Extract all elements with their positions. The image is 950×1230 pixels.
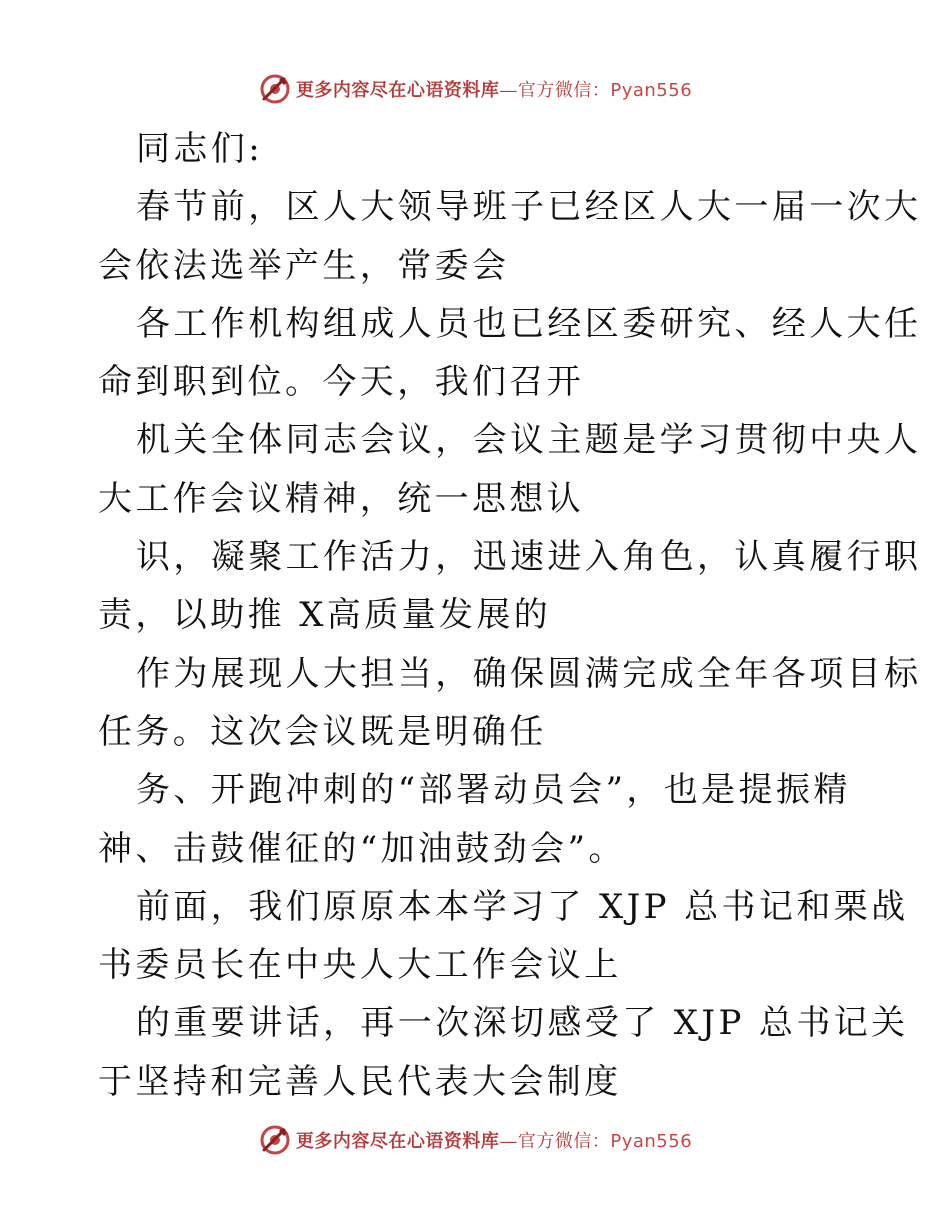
- text-line: 命到职到位。今天，我们召开: [98, 362, 585, 403]
- text-line: 机关全体同志会议，会议主题是学习贯彻中央人: [136, 420, 922, 461]
- text-line: 作为展现人大担当，确保圆满完成全年各项目标: [136, 653, 922, 694]
- text-line: 于坚持和完善人民代表大会制度: [98, 1061, 622, 1102]
- text-line: 书委员长在中央人大工作会议上: [98, 945, 622, 986]
- header-watermark: [0, 72, 950, 106]
- text-line: 春节前，区人大领导班子已经区人大一届一次大: [136, 187, 922, 228]
- watermark-dash: —: [499, 1131, 518, 1152]
- text-line: 前面，我们原原本本学习了 XJP 总书记和栗战: [136, 886, 909, 927]
- watermark-text: [296, 1127, 692, 1153]
- text-line: 神、击鼓催征的“加油鼓劲会”。: [98, 828, 626, 869]
- watermark-main-text: 更多内容尽在心语资料库: [295, 80, 500, 101]
- watermark-label: 官方微信：: [517, 1131, 611, 1152]
- watermark-dash: —: [499, 80, 518, 101]
- text-line: 责，以助推 X高质量发展的: [98, 595, 552, 636]
- watermark-logo-icon: [258, 1123, 292, 1157]
- watermark-main-text: 更多内容尽在心语资料库: [295, 1131, 500, 1152]
- text-line: 的重要讲话，再一次深切感受了 XJP 总书记关: [136, 1003, 909, 1044]
- text-line: 大工作会议精神，统一思想认: [98, 478, 585, 519]
- text-line: 任务。这次会议既是明确任: [98, 711, 547, 752]
- document-body: [98, 120, 922, 1111]
- text-line: 识，凝聚工作活力，迅速进入角色，认真履行职: [136, 537, 922, 578]
- text-line: 务、开跑冲刺的“部署动员会”，也是提振精: [136, 770, 851, 811]
- watermark-wechat-id: Pyan556: [610, 80, 693, 101]
- watermark-wechat-id: Pyan556: [610, 1131, 693, 1152]
- watermark-text: [296, 76, 692, 102]
- footer-watermark: [0, 1123, 950, 1157]
- text-line: 各工作机构组成人员也已经区委研究、经人大任: [136, 303, 922, 344]
- watermark-label: 官方微信：: [517, 80, 611, 101]
- text-line: 同志们:: [136, 129, 264, 169]
- text-line: 会依法选举产生，常委会: [98, 245, 510, 286]
- watermark-logo-icon: [258, 72, 292, 106]
